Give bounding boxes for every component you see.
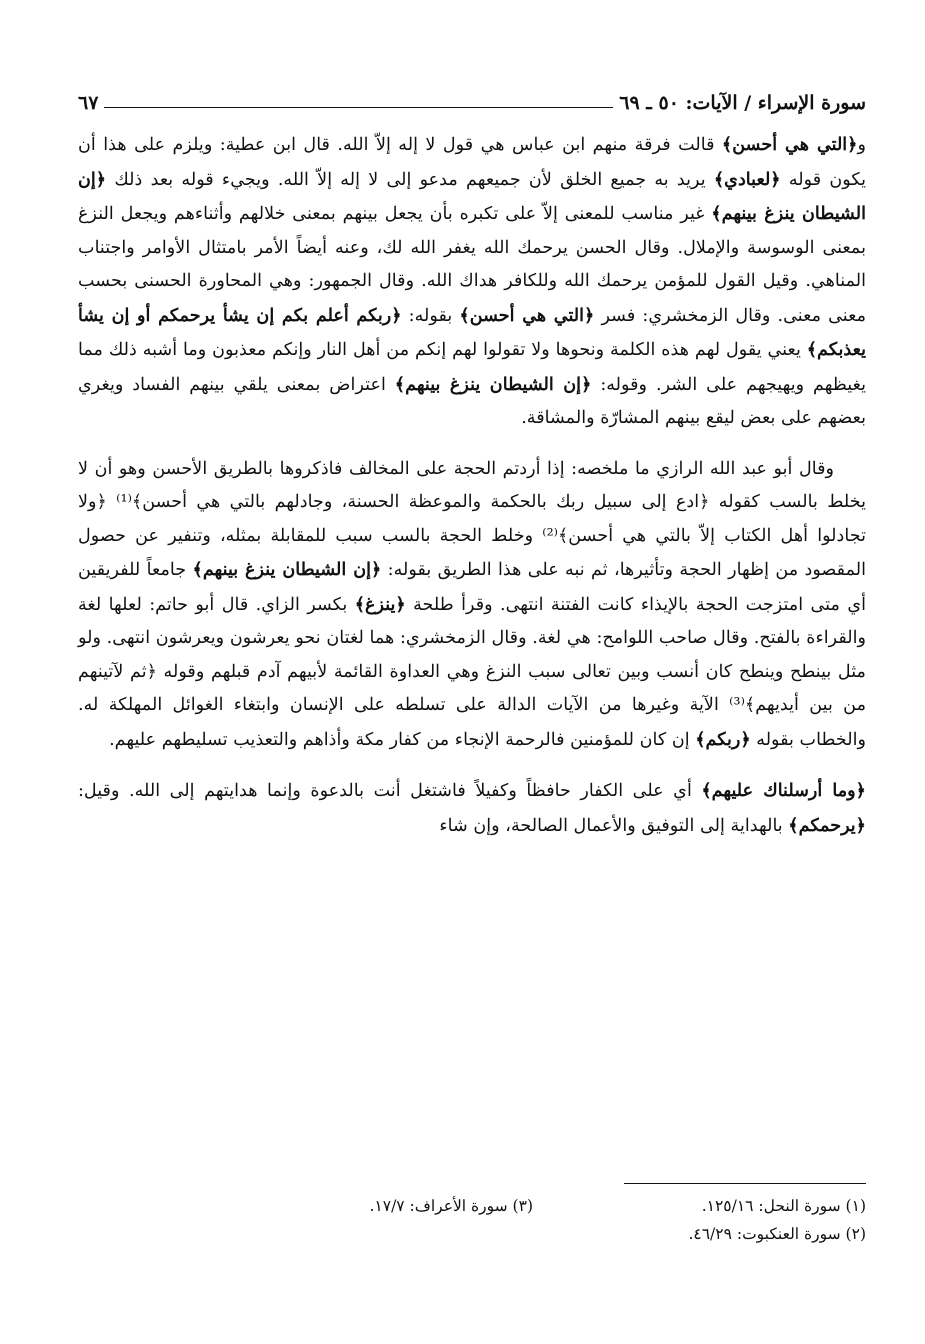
- footnote-1: (١) سورة النحل: ١٢٥/١٦.: [701, 1197, 866, 1215]
- quran-quote: ﴿يرحمكم﴾: [788, 814, 866, 836]
- header-rule: [104, 107, 613, 108]
- text-run: بقوله:: [401, 305, 460, 326]
- quran-quote: ﴿ينزغ﴾: [354, 593, 406, 615]
- text-run: أي على الكفار حافظاً وكفيلاً فاشتغل أنت بالدعوة وإنما هدايتهم إلى الله. وقيل:: [78, 781, 702, 801]
- footnote-separator: [624, 1183, 866, 1184]
- running-header: [78, 84, 866, 114]
- footnotes: [200, 1192, 866, 1248]
- text-run: إن كان للمؤمنين فالرحمة الإنجاء من كفار مكة وأذاهم والتعذيب تسليطهم عليهم.: [109, 729, 696, 750]
- text-run: يريد به جميع الخلق لأن جميعهم مدعو إلى لا إله إلاّ الله. ويجيء قوله بعد ذلك: [106, 169, 714, 190]
- paragraph: [78, 774, 866, 843]
- footnote-3: (٣) سورة الأعراف: ١٧/٧.: [369, 1197, 533, 1215]
- text-run: اعتراض بمعنى يلقي بينهم الفساد ويغري بعضهم على بعض ليقع بينهم المشارّة والمشاقة.: [78, 374, 866, 428]
- text-run: بكسر الزاي. قال أبو حاتم: لعلها لغة والقراءة بالفتح. وقال صاحب اللوامح: هي لغة. وقال الزمخشري: هما لغتان نحو يعرشون ويعرشون انتهى. ولو مثل بينطح وينطح كان أنسب وبين تعالى سبب النزغ وهي العداوة القائمة لأبيهم آدم قبلهم وقوله ﴿ثم لآتينهم من بين أيديهم﴾⁽³⁾ الآية وغيرها من الآيات الدالة على تسلطه على الإنسان وابتغاء الغوائل المهلكة له. والخطاب بقوله: [78, 594, 866, 750]
- quran-quote: ﴿ربكم أعلم بكم إن يشأ يرحمكم أو إن يشأ يعذبكم﴾: [78, 304, 866, 360]
- quran-quote: ﴿إن الشيطان ينزغ بينهم﴾: [394, 373, 592, 395]
- text-run: بالهداية إلى التوفيق والأعمال الصالحة، وإن شاء: [439, 815, 789, 836]
- quran-quote: ﴿التي هي أحسن﴾: [459, 304, 595, 326]
- text-run: و: [857, 135, 866, 155]
- surah-title: سورة الإسراء / الآيات: ٥٠ ـ ٦٩: [619, 92, 866, 114]
- text-run: وقال أبو عبد الله الرازي ما ملخصه: إذا أردتم الحجة على المخالف فاذكروها بالطريق الأحسن وهو أن لا يخلط بالسب كقوله ﴿ادع إلى سبيل ربك بالحكمة والموعظة الحسنة، وجادلهم بالتي هي أحسن﴾⁽¹⁾ ﴿ولا تجادلوا أهل الكتاب إلاّ بالتي هي أحسن﴾⁽²⁾ وخلط الحجة بالسب سبب للمقابلة بمثله، وتنفير عن حصول المقصود من إظهار الحجة وتأثيرها، ثم نبه على هذا الطريق بقوله:: [78, 458, 866, 580]
- quran-quote: ﴿ربكم﴾: [695, 728, 751, 750]
- quran-quote: ﴿التي هي أحسن﴾: [721, 134, 858, 155]
- paragraph: [78, 453, 866, 758]
- page-number: ٦٧: [78, 92, 99, 114]
- quran-quote: ﴿إن الشيطان ينزغ بينهم﴾: [78, 168, 866, 224]
- text-run: جامعاً للفريقين أي متى امتزجت الحجة بالإيذاء كانت الفتنة انتهى. وقرأ طلحة: [78, 560, 866, 615]
- quran-quote: ﴿إن الشيطان ينزغ بينهم﴾: [192, 559, 382, 580]
- text-run: غير مناسب للمعنى إلاّ على تكبره بأن يجعل بينهم بمعنى خلالهم وأثناءهم ويجعل النزغ بمعنى الوسوسة والإملال. وقال الحسن يرحمك الله يغفر الله لك، وعنه أيضاً الأمر بامتثال الأوامر واجتناب المناهي. وقيل القول للمؤمن يرحمك الله وللكافر هداك الله. وقال الجمهور: وهي المحاورة الحسنى بحسب معنى معنى. وقال الزمخشري: فسر: [78, 204, 866, 326]
- quran-quote: ﴿لعبادي﴾: [713, 168, 781, 190]
- paragraph: [78, 128, 866, 436]
- text-run: يعني يقول لهم هذه الكلمة ونحوها ولا تقولوا لهم إنكم من أهل النار وإنكم معذبون وما أشبه ذلك مما يغيظهم ويهيجهم على الشر. وقوله:: [78, 340, 866, 395]
- text-run: قالت فرقة منهم ابن عباس هي قول لا إله إلاّ الله. قال ابن عطية: ويلزم على هذا أن يكون قوله: [78, 135, 866, 190]
- quran-quote: ﴿وما أرسلناك عليهم﴾: [701, 780, 866, 801]
- footnote-2: (٢) سورة العنكبوت: ٤٦/٢٩.: [688, 1225, 866, 1243]
- commentary-text: [78, 128, 866, 843]
